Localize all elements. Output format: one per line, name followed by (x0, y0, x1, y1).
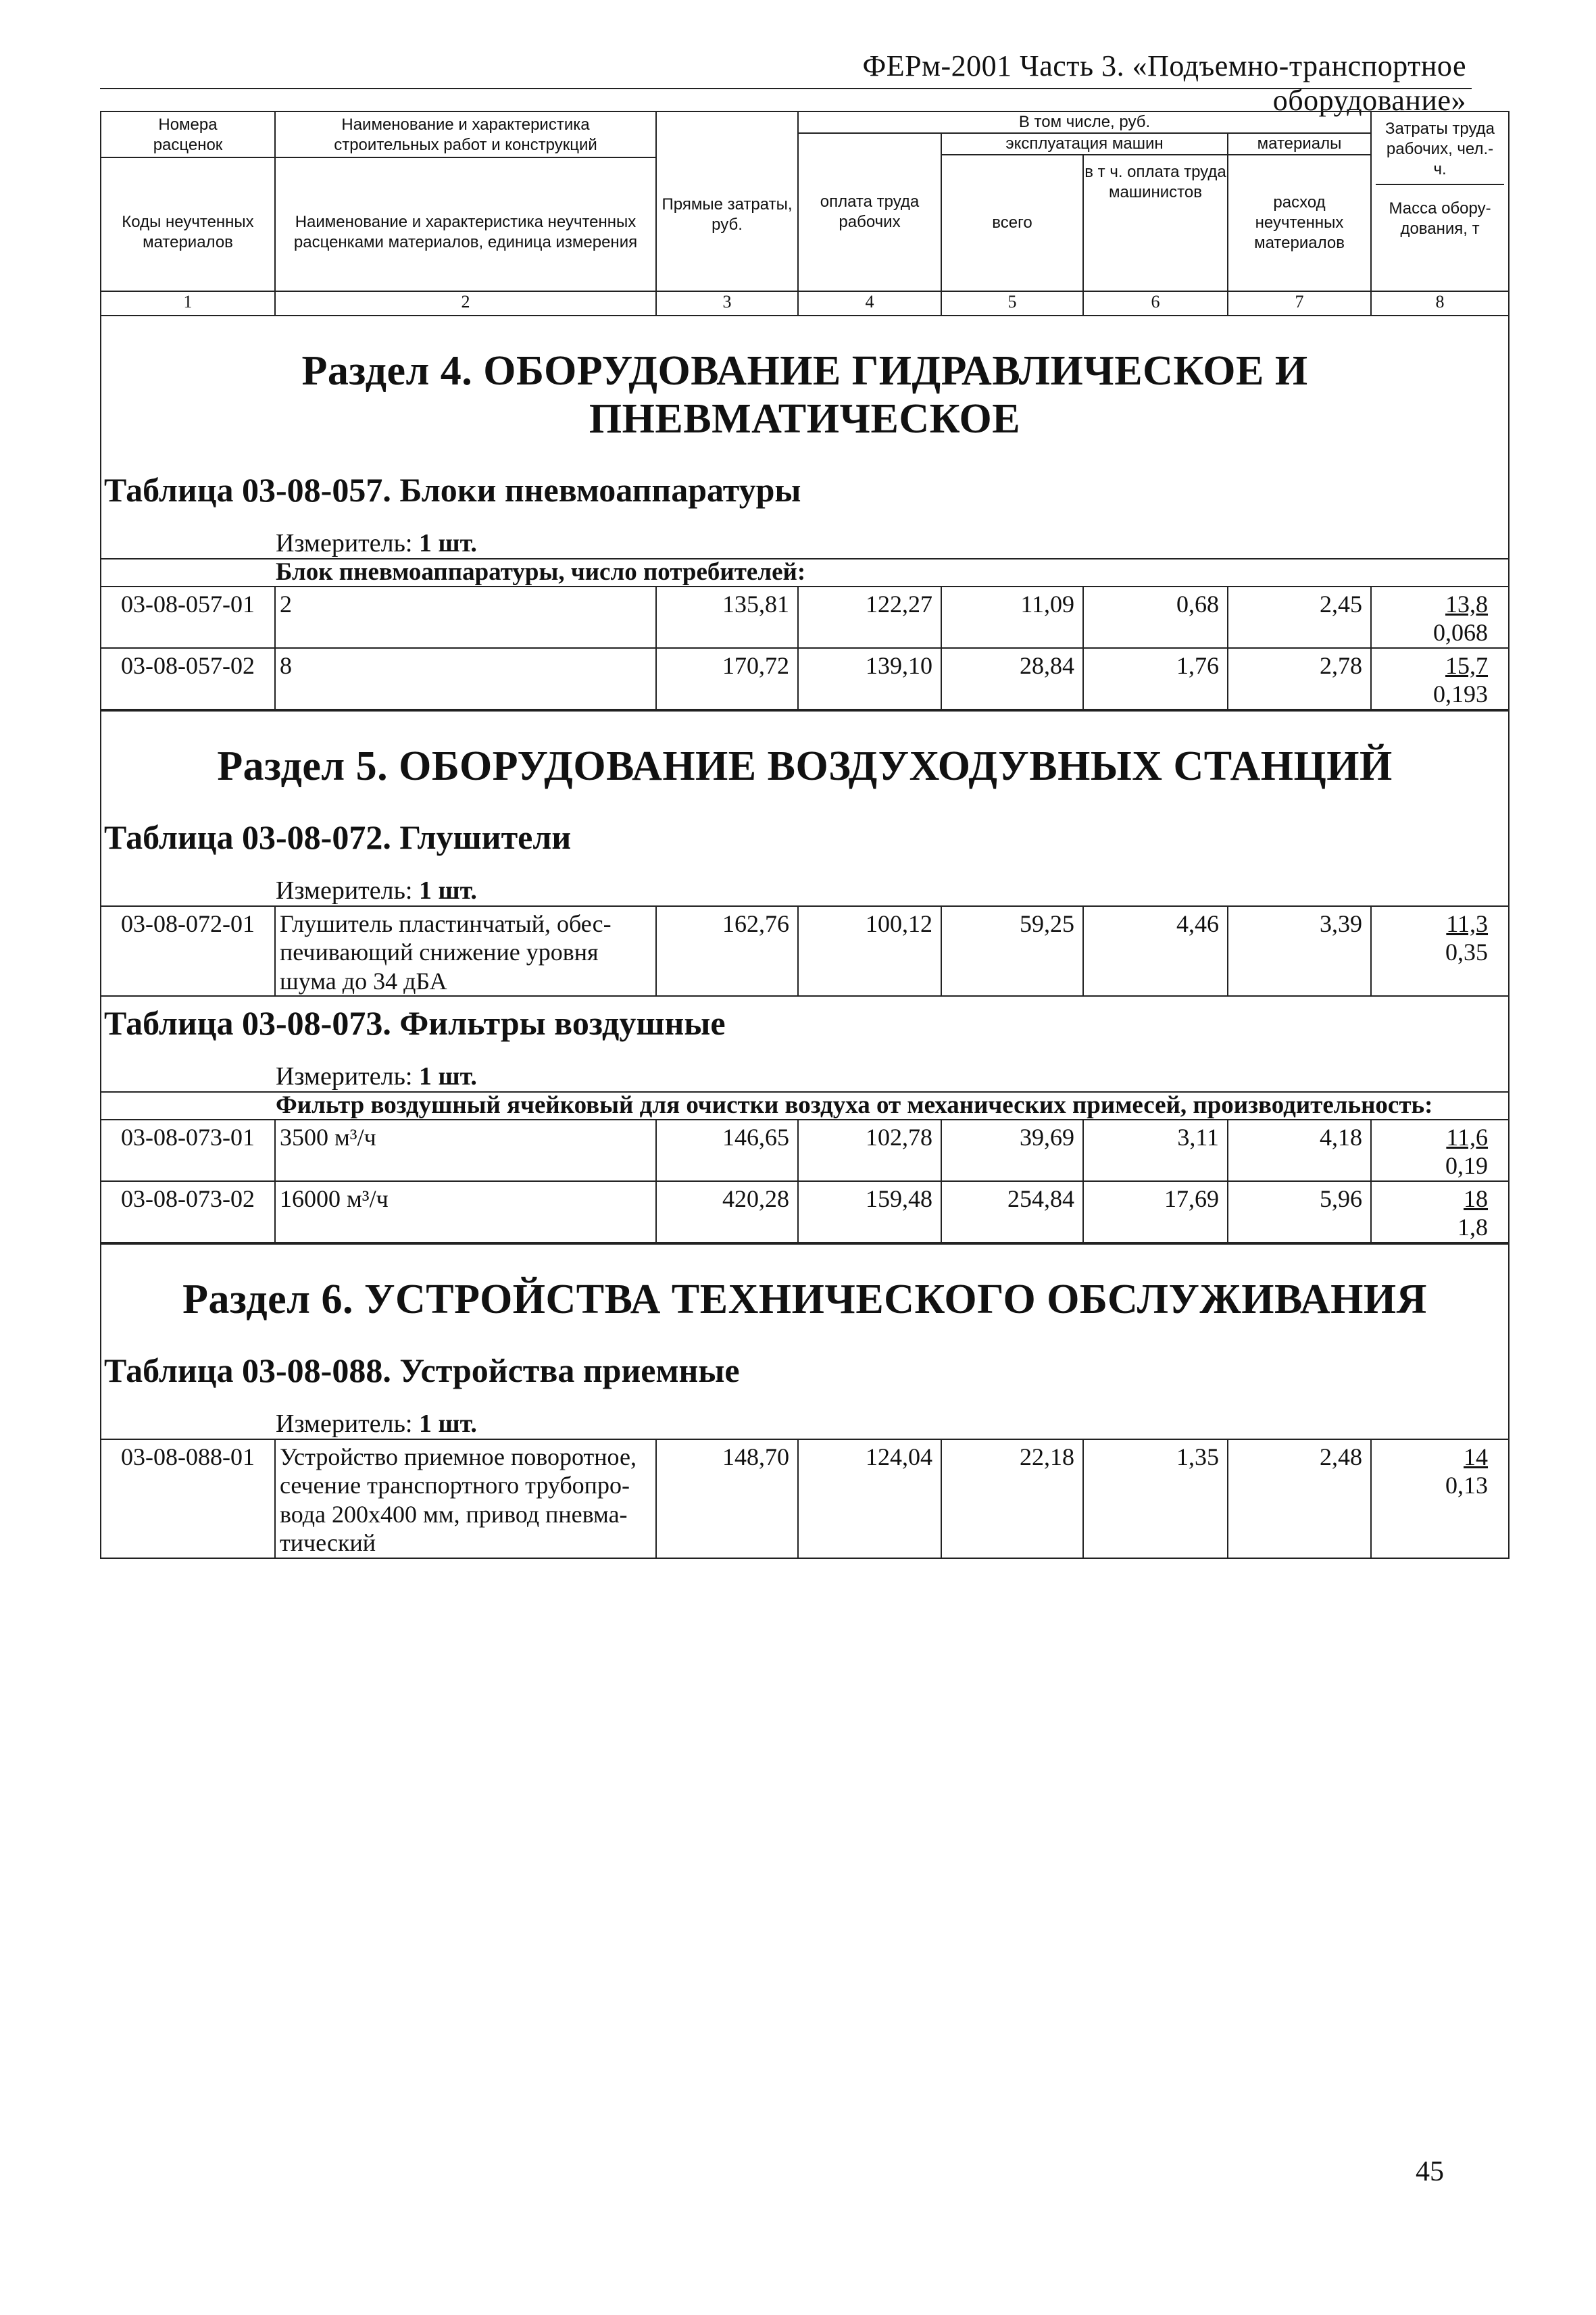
header-col2-top: Наименование и характеристика строительных работ и конструкций (276, 115, 655, 158)
header-col4: оплата труда рабочих (798, 133, 941, 291)
rates-table (100, 111, 1510, 1559)
header-col1 (101, 111, 275, 291)
labor-mass-cell (1371, 1120, 1509, 1181)
labor-hours: 13,8 (1445, 590, 1489, 618)
unit-cell (101, 876, 1509, 906)
item-name: 3500 м³/ч (275, 1120, 656, 1181)
labor-mass-cell (1371, 1439, 1509, 1558)
rate-code: 03-08-073-02 (101, 1181, 275, 1243)
direct-cost: 135,81 (656, 587, 798, 648)
equipment-mass: 0,068 (1433, 619, 1489, 647)
section-title: Раздел 6. УСТРОЙСТВА ТЕХНИЧЕСКОГО ОБСЛУЖИВАНИЯ (101, 1244, 1509, 1344)
machines-total: 28,84 (941, 648, 1083, 710)
labor-mass-cell (1371, 906, 1509, 996)
equipment-mass: 0,19 (1445, 1152, 1489, 1180)
labor-pay: 122,27 (798, 587, 941, 648)
table-title-row (101, 464, 1509, 528)
table-title: Таблица 03-08-072. Глушители (101, 811, 1509, 876)
labor-pay: 139,10 (798, 648, 941, 710)
header-col8 (1371, 111, 1509, 291)
table-title-row (101, 811, 1509, 876)
unit-label: Измеритель: (276, 529, 413, 557)
materials-cost: 5,96 (1228, 1181, 1371, 1243)
machines-total: 59,25 (941, 906, 1083, 996)
header-group: В том числе, руб. (798, 111, 1371, 133)
table-row (101, 587, 1509, 648)
labor-mass-cell (1371, 648, 1509, 710)
header-col5: всего (941, 155, 1083, 291)
table-row (101, 1439, 1509, 1558)
labor-pay: 159,48 (798, 1181, 941, 1243)
column-number: 3 (656, 291, 798, 316)
table-title: Таблица 03-08-057. Блоки пневмоаппаратуры (101, 464, 1509, 528)
equipment-mass: 0,35 (1445, 939, 1489, 966)
materials-cost: 2,78 (1228, 648, 1371, 710)
section-title: Раздел 4. ОБОРУДОВАНИЕ ГИДРАВЛИЧЕСКОЕ И ПНЕВМАТИЧЕСКОЕ (101, 316, 1509, 464)
unit-value: 1 шт. (419, 1409, 477, 1438)
machines-total: 254,84 (941, 1181, 1083, 1243)
header-col7: расход неучтенных материалов (1228, 155, 1371, 291)
header-col8-top: Затраты труда рабочих, чел.-ч. (1376, 119, 1504, 185)
page-number: 45 (1416, 2156, 1444, 2187)
rate-code: 03-08-088-01 (101, 1439, 275, 1558)
item-name: Устройство приемное поворотное, сечение транспортного трубопро-вода 200х400 мм, привод пневма-тический (275, 1439, 656, 1558)
section-row (101, 316, 1509, 464)
unit-cell (101, 528, 1509, 559)
unit-value: 1 шт. (419, 529, 477, 557)
machinists-pay: 17,69 (1083, 1181, 1228, 1243)
section-title: Раздел 5. ОБОРУДОВАНИЕ ВОЗДУХОДУВНЫХ СТАНЦИЙ (101, 711, 1509, 811)
labor-pay: 100,12 (798, 906, 941, 996)
rate-code: 03-08-073-01 (101, 1120, 275, 1181)
header-materials: материалы (1228, 133, 1371, 155)
header-col3: Прямые затраты, руб. (656, 111, 798, 291)
column-number-row (101, 291, 1509, 316)
header-col1-top: Номера расценок (101, 115, 274, 158)
equipment-mass: 0,13 (1445, 1472, 1489, 1499)
unit-row (101, 1062, 1509, 1092)
labor-hours: 11,3 (1446, 910, 1489, 937)
unit-label: Измеритель: (276, 876, 413, 905)
materials-cost: 3,39 (1228, 906, 1371, 996)
equipment-mass: 1,8 (1457, 1214, 1489, 1241)
item-name: Глушитель пластинчатый, обес-печивающий снижение уровня шума до 34 дБА (275, 906, 656, 996)
machinists-pay: 1,76 (1083, 648, 1228, 710)
rate-code: 03-08-072-01 (101, 906, 275, 996)
direct-cost: 146,65 (656, 1120, 798, 1181)
column-number: 1 (101, 291, 275, 316)
materials-cost: 2,45 (1228, 587, 1371, 648)
column-number: 2 (275, 291, 656, 316)
item-name: 8 (275, 648, 656, 710)
table-body (101, 111, 1509, 1558)
table-row (101, 1181, 1509, 1243)
rate-code: 03-08-057-01 (101, 587, 275, 648)
table-title-row (101, 997, 1509, 1062)
subheading-row (101, 559, 1509, 587)
direct-cost: 170,72 (656, 648, 798, 710)
labor-mass-cell (1371, 587, 1509, 648)
header-col8-bottom: Масса обору-дования, т (1389, 199, 1491, 238)
labor-hours: 18 (1464, 1185, 1489, 1212)
running-header: ФЕРм-2001 Часть 3. «Подъемно-транспортное оборудование» (862, 49, 1466, 117)
unit-label: Измеритель: (276, 1409, 413, 1438)
item-name: 2 (275, 587, 656, 648)
table-title: Таблица 03-08-088. Устройства приемные (101, 1344, 1509, 1409)
machinists-pay: 0,68 (1083, 587, 1228, 648)
machines-total: 22,18 (941, 1439, 1083, 1558)
labor-pay: 124,04 (798, 1439, 941, 1558)
rate-code: 03-08-057-02 (101, 648, 275, 710)
column-number: 5 (941, 291, 1083, 316)
unit-cell (101, 1409, 1509, 1439)
unit-value: 1 шт. (419, 876, 477, 905)
column-number: 4 (798, 291, 941, 316)
machinists-pay: 3,11 (1083, 1120, 1228, 1181)
equipment-mass: 0,193 (1433, 680, 1489, 708)
column-number: 6 (1083, 291, 1228, 316)
header-col6: в т ч. оплата труда машинистов (1083, 155, 1228, 291)
subheading: Фильтр воздушный ячейковый для очистки воздуха от механических примесей, производительность: (101, 1092, 1509, 1120)
section-row (101, 711, 1509, 811)
column-number: 8 (1371, 291, 1509, 316)
labor-hours: 11,6 (1446, 1123, 1489, 1151)
unit-cell (101, 1062, 1509, 1092)
direct-cost: 162,76 (656, 906, 798, 996)
table-row (101, 906, 1509, 996)
labor-hours: 14 (1464, 1443, 1489, 1470)
unit-row (101, 528, 1509, 559)
column-number: 7 (1228, 291, 1371, 316)
labor-mass-cell (1371, 1181, 1509, 1243)
labor-hours: 15,7 (1445, 651, 1489, 679)
unit-value: 1 шт. (419, 1062, 477, 1091)
header-row-1 (101, 111, 1509, 133)
unit-row (101, 1409, 1509, 1439)
materials-cost: 4,18 (1228, 1120, 1371, 1181)
item-name: 16000 м³/ч (275, 1181, 656, 1243)
unit-row (101, 876, 1509, 906)
table-row (101, 648, 1509, 710)
header-rule (100, 88, 1472, 89)
table-title: Таблица 03-08-073. Фильтры воздушные (101, 997, 1509, 1062)
machinists-pay: 1,35 (1083, 1439, 1228, 1558)
header-machines: эксплуатация машин (941, 133, 1228, 155)
labor-pay: 102,78 (798, 1120, 941, 1181)
materials-cost: 2,48 (1228, 1439, 1371, 1558)
table-row (101, 1120, 1509, 1181)
subheading: Блок пневмоаппаратуры, число потребителей: (101, 559, 1509, 587)
table-title-row (101, 1344, 1509, 1409)
machinists-pay: 4,46 (1083, 906, 1228, 996)
direct-cost: 148,70 (656, 1439, 798, 1558)
section-row (101, 1244, 1509, 1344)
machines-total: 39,69 (941, 1120, 1083, 1181)
header-col1-bottom: Коды неучтенных материалов (122, 213, 254, 251)
direct-cost: 420,28 (656, 1181, 798, 1243)
unit-label: Измеритель: (276, 1062, 413, 1091)
header-col2-bottom: Наименование и характеристика неучтенных расценками материалов, единица измерения (293, 213, 638, 251)
machines-total: 11,09 (941, 587, 1083, 648)
subheading-row (101, 1092, 1509, 1120)
header-col2 (275, 111, 656, 291)
